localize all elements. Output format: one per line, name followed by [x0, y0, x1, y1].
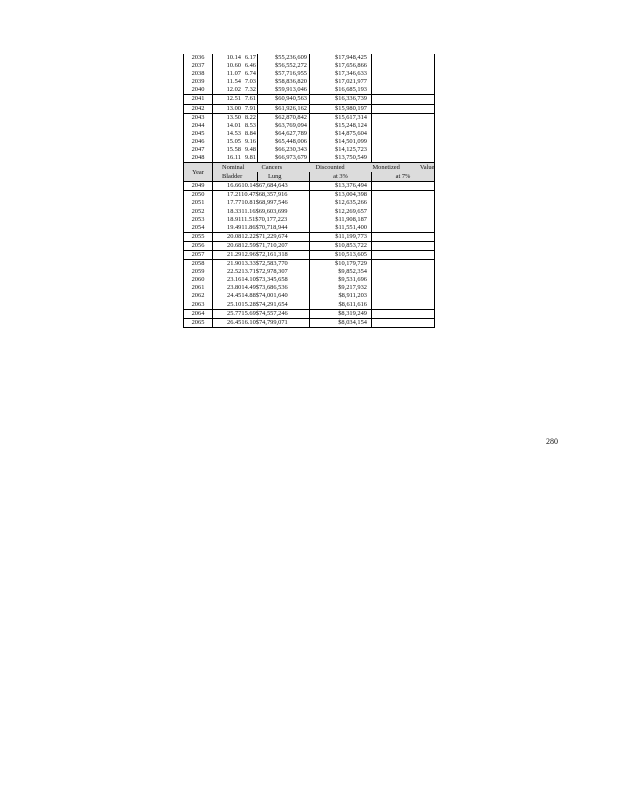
discounted-3pct-cell: $11,908,187 [310, 216, 372, 224]
merged-cancers-nominal-cell: 16.6610.14$67,684,643 [213, 182, 310, 191]
header-row [184, 163, 434, 173]
discounted-3pct-cell: $9,852,354 [310, 268, 372, 276]
nominal-value-cell: $64,627,789 [258, 130, 310, 138]
merged-cancers-nominal-cell: 18.3311.16$69,603,699 [213, 208, 310, 216]
merged-cancers-nominal-cell: 21.2912.96$72,161,318 [213, 250, 310, 259]
discounted-7pct-cell [372, 199, 435, 207]
nominal-value-cell: $59,913,046 [258, 86, 310, 95]
table-row [184, 301, 434, 310]
lung-cell: 7.91 [244, 104, 256, 112]
header-row [184, 172, 434, 182]
discounted-7pct-cell [372, 138, 435, 146]
discounted-7pct-cell [372, 232, 435, 241]
nominal-value-cell: $57,716,955 [258, 70, 310, 78]
discounted-3pct-cell: $15,248,124 [310, 122, 372, 130]
discounted-3pct-cell: $15,980,197 [310, 104, 372, 113]
discounted-3pct-cell: $17,656,866 [310, 62, 372, 70]
lung-cell: 6.46 [244, 62, 256, 70]
year-cell: 2064 [184, 309, 213, 318]
bladder-cell: 13.50 [213, 113, 244, 122]
year-cell: 2065 [184, 318, 213, 327]
table-row [184, 86, 434, 95]
table-row [184, 276, 434, 284]
discounted-7pct-cell [372, 182, 435, 191]
merged-cancers-nominal-cell: 20.6812.59$71,710,207 [213, 241, 310, 250]
table-row [184, 62, 434, 70]
merged-cancers-nominal-cell: 25.7715.69$74,557,246 [213, 309, 310, 318]
year-cell: 2060 [184, 276, 213, 284]
discounted-7pct-cell [372, 70, 435, 78]
year-cell: 2040 [184, 86, 213, 95]
discounted-3pct-cell: $15,617,314 [310, 113, 372, 122]
merged-cancers-nominal-cell: 21.9013.33$72,583,770 [213, 260, 310, 269]
table-row [184, 199, 434, 207]
year-cell: 2038 [184, 70, 213, 78]
discounted-7pct-cell [372, 208, 435, 216]
year-cell: 2046 [184, 138, 213, 146]
bladder-cell: 16.11 [226, 154, 241, 162]
discounted-7pct-cell [372, 284, 435, 292]
year-cell: 2056 [184, 241, 213, 250]
table-row [184, 224, 434, 233]
merged-cancers-nominal-cell: 23.1614.10$73,345,658 [213, 276, 310, 284]
merged-cancers-nominal-cell: 20.0812.22$71,229,674 [213, 232, 310, 241]
lung-cell: 8.22 [244, 113, 256, 121]
discounted-7pct-cell [372, 191, 435, 200]
lung-cell: 7.03 [244, 78, 256, 86]
year-cell: 2048 [184, 154, 213, 163]
table-row [184, 216, 434, 224]
nominal-value-cell: $58,836,820 [258, 78, 310, 86]
table-row [184, 232, 434, 241]
discounted-7pct-cell [372, 301, 435, 310]
bladder-cell: 15.58 [226, 146, 241, 154]
merged-cancers-nominal-cell: 25.1015.28$74,291,654 [213, 301, 310, 310]
bladder-cell: 11.54 [226, 78, 241, 86]
discounted-3pct-cell: $17,346,633 [310, 70, 372, 78]
discounted-7pct-cell [372, 54, 435, 62]
year-cell: 2050 [184, 191, 213, 200]
discounted-7pct-cell [372, 216, 435, 224]
merged-cancers-nominal-cell: 17.7710.81$68,997,546 [213, 199, 310, 207]
merged-cancers-nominal-cell: 22.5213.71$72,978,307 [213, 268, 310, 276]
discounted-3pct-cell: $16,685,193 [310, 86, 372, 95]
bladder-cell: 12.02 [226, 86, 241, 94]
header-at-7pct: at 7% [372, 172, 435, 182]
discounted-7pct-cell [372, 292, 435, 300]
table-row [184, 70, 434, 78]
year-cell: 2047 [184, 146, 213, 154]
discounted-7pct-cell [372, 86, 435, 95]
discounted-3pct-cell: $8,319,249 [310, 309, 372, 318]
discounted-7pct-cell [372, 104, 435, 113]
year-cell: 2051 [184, 199, 213, 207]
discounted-7pct-cell [372, 309, 435, 318]
lung-cell: 9.16 [244, 137, 256, 145]
table-row [184, 130, 434, 138]
merged-cancers-nominal-cell: 24.4514.88$74,001,640 [213, 292, 310, 300]
year-cell: 2042 [184, 104, 213, 113]
discounted-3pct-cell: $8,611,616 [310, 301, 372, 310]
discounted-3pct-cell: $8,911,203 [310, 292, 372, 300]
page-number: 280 [546, 437, 558, 446]
year-cell: 2055 [184, 232, 213, 241]
discounted-3pct-cell: $17,021,977 [310, 78, 372, 86]
discounted-3pct-cell: $14,501,099 [310, 138, 372, 146]
merged-cancers-nominal-cell: 18.9111.51$70,177,223 [213, 216, 310, 224]
lung-cell: 9.48 [244, 146, 256, 154]
discounted-3pct-cell: $14,875,604 [310, 130, 372, 138]
nominal-value-cell: $56,552,272 [258, 62, 310, 70]
year-cell: 2054 [184, 224, 213, 233]
discounted-7pct-cell [372, 268, 435, 276]
table-row [184, 260, 434, 269]
table-row [184, 318, 434, 327]
year-cell: 2062 [184, 292, 213, 300]
header-cancers: Cancers [258, 163, 310, 173]
discounted-3pct-cell: $8,034,154 [310, 318, 372, 327]
header-monetized: Monetized [372, 164, 400, 172]
bladder-cell: 14.53 [226, 129, 241, 137]
discounted-7pct-cell [372, 260, 435, 269]
discounted-7pct-cell [372, 276, 435, 284]
discounted-3pct-cell: $13,750,549 [310, 154, 372, 163]
table-row [184, 78, 434, 86]
lung-cell: 8.53 [244, 121, 256, 129]
discounted-7pct-cell [372, 113, 435, 122]
nominal-value-cell: $63,769,094 [258, 122, 310, 130]
table-row [184, 191, 434, 200]
year-cell: 2043 [184, 113, 213, 122]
year-cell: 2037 [184, 62, 213, 70]
year-cell: 2057 [184, 250, 213, 259]
bladder-cell: 12.51 [213, 95, 244, 104]
table-row [184, 154, 434, 163]
year-cell: 2059 [184, 268, 213, 276]
header-nominal: Nominal [213, 163, 258, 173]
discounted-3pct-cell: $16,336,739 [310, 95, 372, 104]
discounted-3pct-cell: $13,376,494 [310, 182, 372, 191]
year-cell: 2063 [184, 301, 213, 310]
merged-cancers-nominal-cell: 23.8014.49$73,686,536 [213, 284, 310, 292]
discounted-7pct-cell [372, 154, 435, 163]
header-bladder: Bladder [213, 172, 258, 182]
merged-cancers-nominal-cell: 17.2110.47$68,357,916 [213, 191, 310, 200]
data-table [184, 54, 434, 327]
table-row [184, 292, 434, 300]
discounted-3pct-cell: $13,004,398 [310, 191, 372, 200]
lung-cell: 6.17 [244, 54, 256, 61]
discounted-3pct-cell: $12,269,657 [310, 208, 372, 216]
nominal-value-cell: $62,870,842 [258, 113, 310, 122]
discounted-7pct-cell [372, 318, 435, 327]
bladder-cell: 11.07 [226, 70, 241, 78]
header-discounted: Discounted [310, 163, 372, 173]
merged-cancers-nominal-cell: 19.4911.86$70,718,944 [213, 224, 310, 233]
table-row [184, 284, 434, 292]
year-cell: 2039 [184, 78, 213, 86]
year-cell: 2049 [184, 182, 213, 191]
lung-cell: 6.74 [244, 70, 256, 78]
table-row [184, 104, 434, 113]
year-cell: 2044 [184, 122, 213, 130]
discounted-7pct-cell [372, 122, 435, 130]
discounted-7pct-cell [372, 130, 435, 138]
nominal-value-cell: $60,940,563 [258, 95, 310, 104]
bladder-cell: 14.01 [226, 121, 241, 129]
discounted-3pct-cell: $11,551,400 [310, 224, 372, 233]
discounted-7pct-cell [372, 78, 435, 86]
nominal-value-cell: $61,926,162 [258, 104, 310, 113]
table-row [184, 113, 434, 122]
discounted-7pct-cell [372, 224, 435, 233]
year-cell: 2052 [184, 208, 213, 216]
header-value: Value [419, 164, 434, 172]
discounted-3pct-cell: $14,125,723 [310, 146, 372, 154]
discounted-3pct-cell: $9,217,932 [310, 284, 372, 292]
nominal-value-cell: $66,973,679 [258, 154, 310, 163]
bladder-cell: 13.00 [213, 104, 244, 113]
lung-cell: 8.84 [244, 129, 256, 137]
discounted-3pct-cell: $9,531,696 [310, 276, 372, 284]
discounted-3pct-cell: $10,853,722 [310, 241, 372, 250]
table-row [184, 309, 434, 318]
cancer-cost-table [183, 54, 435, 328]
year-cell: 2053 [184, 216, 213, 224]
discounted-7pct-cell [372, 241, 435, 250]
bladder-cell: 10.60 [226, 62, 241, 70]
year-cell: 2036 [184, 54, 213, 62]
table-row [184, 208, 434, 216]
table-body [184, 54, 434, 327]
header-year: Year [184, 163, 213, 182]
discounted-7pct-cell [372, 62, 435, 70]
discounted-3pct-cell: $17,948,425 [310, 54, 372, 62]
table-row [184, 54, 434, 62]
nominal-value-cell: $65,448,006 [258, 138, 310, 146]
table-row [184, 250, 434, 259]
table-row [184, 122, 434, 130]
table-row [184, 138, 434, 146]
discounted-3pct-cell: $11,199,773 [310, 232, 372, 241]
lung-cell: 7.61 [244, 95, 256, 103]
discounted-3pct-cell: $10,179,729 [310, 260, 372, 269]
merged-cancers-nominal-cell: 26.4516.10$74,799,071 [213, 318, 310, 327]
lung-cell: 7.32 [244, 86, 256, 94]
nominal-value-cell: $55,236,609 [258, 54, 310, 62]
table-row [184, 146, 434, 154]
year-cell: 2058 [184, 260, 213, 269]
discounted-7pct-cell [372, 95, 435, 104]
discounted-3pct-cell: $12,635,266 [310, 199, 372, 207]
table-row [184, 95, 434, 104]
header-monetized-value [372, 163, 435, 173]
year-cell: 2061 [184, 284, 213, 292]
table-row [184, 182, 434, 191]
discounted-7pct-cell [372, 146, 435, 154]
bladder-cell: 10.14 [226, 54, 241, 61]
table-row [184, 241, 434, 250]
discounted-3pct-cell: $10,513,605 [310, 250, 372, 259]
year-cell: 2045 [184, 130, 213, 138]
table-row [184, 268, 434, 276]
nominal-value-cell: $66,230,343 [258, 146, 310, 154]
lung-cell: 9.81 [244, 154, 256, 162]
discounted-7pct-cell [372, 250, 435, 259]
bladder-cell: 15.05 [226, 137, 241, 145]
header-lung: Lung [258, 172, 310, 182]
header-at-3pct: at 3% [310, 172, 372, 182]
year-cell: 2041 [184, 95, 213, 104]
